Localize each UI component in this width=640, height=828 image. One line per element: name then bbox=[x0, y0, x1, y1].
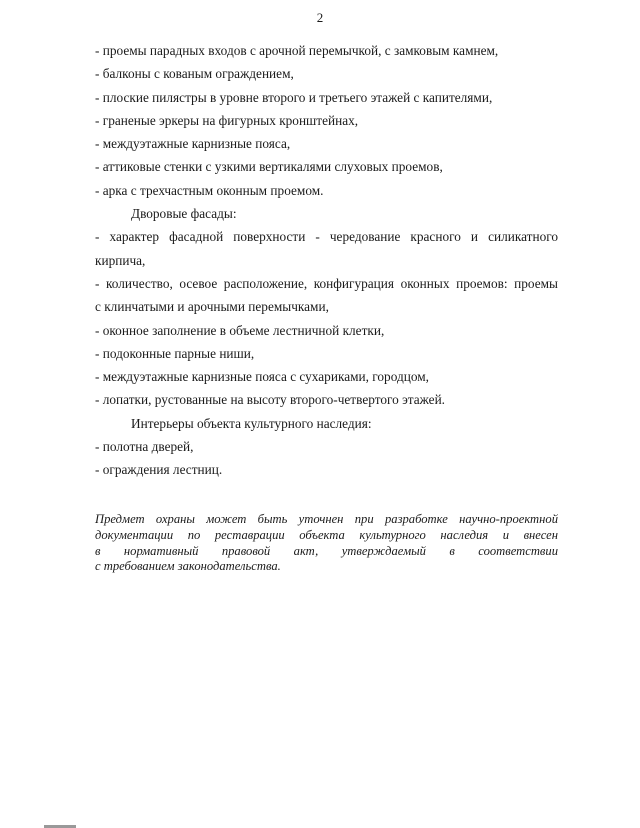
list-item: - подоконные парные ниши, bbox=[95, 345, 255, 361]
section-heading-courtyard: Дворовые фасады: bbox=[131, 206, 237, 222]
note-line: в нормативный правовой акт, утверждаемый в соответствии bbox=[95, 543, 558, 558]
list-item: - оконное заполнение в объеме лестничной клетки, bbox=[95, 322, 385, 338]
list-item: - проемы парадных входов с арочной перемычкой, с замковым камнем, bbox=[95, 43, 499, 58]
list-item: - арка с трехчастным оконным проемом. bbox=[95, 182, 324, 198]
list-item-continuation: кирпича, bbox=[95, 252, 146, 268]
list-item-continuation: с клинчатыми и арочными перемычками, bbox=[95, 299, 329, 315]
list-item: - лопатки, рустованные на высоту второго-четвертого этажей. bbox=[95, 392, 446, 408]
list-item: - полотна дверей, bbox=[95, 439, 194, 455]
protection-note bbox=[95, 512, 558, 575]
note-line: с требованием законодательства. bbox=[95, 559, 281, 574]
note-line: документации по реставрации объекта культурного наследия и внесен bbox=[95, 527, 558, 542]
document-body bbox=[95, 39, 558, 482]
list-item: - характер фасадной поверхности - чередование красного и силикатного bbox=[95, 229, 558, 245]
list-item: - междуэтажные карнизные пояса с сухариками, городцом, bbox=[95, 369, 429, 385]
list-item: - аттиковые стенки с узкими вертикалями слуховых проемов, bbox=[95, 159, 443, 175]
list-item: - количество, осевое расположение, конфигурация оконных проемов: проемы bbox=[95, 275, 558, 291]
list-item: - ограждения лестниц. bbox=[95, 462, 223, 478]
page-number: 2 bbox=[316, 10, 324, 25]
list-item: - граненые эркеры на фигурных кронштейнах, bbox=[95, 112, 359, 128]
list-item: - междуэтажные карнизные пояса, bbox=[95, 136, 291, 152]
note-line: Предмет охраны может быть уточнен при разработке научно-проектной bbox=[95, 512, 558, 526]
section-heading-interiors: Интерьеры объекта культурного наследия: bbox=[131, 415, 372, 431]
list-item: - плоские пилястры в уровне второго и третьего этажей с капителями, bbox=[95, 89, 493, 105]
list-item: - балконы с кованым ограждением, bbox=[95, 66, 294, 82]
